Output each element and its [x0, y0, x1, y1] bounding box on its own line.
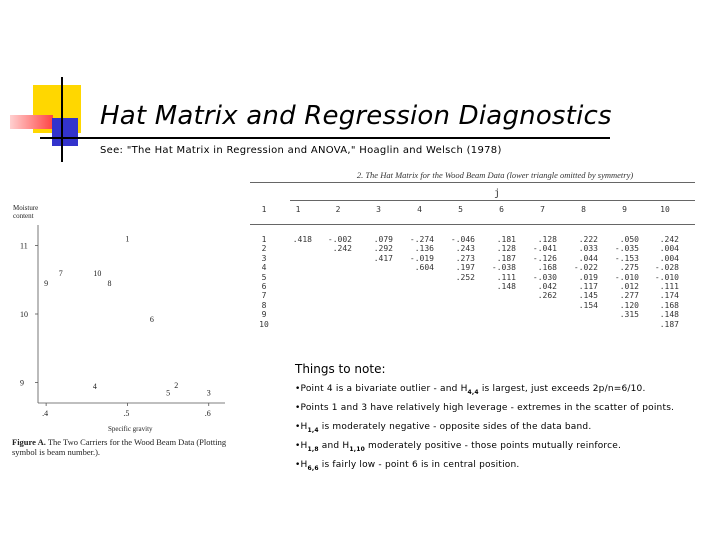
matrix-cell [399, 310, 440, 319]
x-tick-label: .5 [123, 409, 130, 418]
matrix-cell [604, 320, 645, 329]
matrix-cell: .292 [373, 244, 393, 254]
matrix-cell: .154 [578, 300, 598, 310]
matrix-cell [522, 301, 563, 310]
deco-vertical-line [61, 77, 63, 162]
matrix-cell: .181 [496, 235, 516, 244]
header-cell-10: 10 [660, 205, 670, 214]
matrix-cell: .262 [537, 291, 557, 301]
axis-ticks [20, 242, 211, 418]
note-item: •Point 4 is a bivariate outlier - and $H_{4,4}$ is largest, just exceeds 2p/n=6/10. [295, 384, 646, 396]
matrix-cell: -.028 [654, 263, 679, 273]
matrix-cell [358, 320, 399, 329]
table-row [250, 301, 685, 310]
matrix-cell [563, 320, 604, 329]
matrix-cell: .168 [537, 263, 557, 273]
table-row [250, 263, 685, 272]
row-label: 1 [261, 235, 267, 244]
matrix-cell: .117 [578, 282, 598, 292]
matrix-cell [318, 282, 358, 291]
table-row [250, 282, 685, 291]
matrix-cell [440, 320, 481, 329]
deco-red-square [10, 115, 53, 129]
row-label: 10 [259, 319, 269, 329]
matrix-cell: -.274 [409, 235, 434, 244]
matrix-cell [358, 291, 399, 300]
matrix-cell: .145 [578, 291, 598, 301]
header-cell-9: 9 [622, 205, 627, 214]
figure-caption-text: The Two Carriers for the Wood Beam Data (Plotting symbol is beam number.). [12, 437, 227, 457]
note-item: $•H_{6,6}$ is fairly low - point 6 is in central position. [295, 460, 520, 472]
table-rule-top [250, 182, 695, 183]
matrix-cell: .004 [659, 244, 679, 254]
matrix-cell [318, 263, 358, 272]
hat-matrix-body [250, 235, 685, 329]
data-point-1: 1 [125, 234, 130, 244]
matrix-cell: .242 [659, 235, 679, 244]
matrix-cell [278, 244, 318, 253]
row-label: 9 [261, 310, 267, 320]
matrix-cell [440, 282, 481, 291]
matrix-cell: .111 [496, 272, 516, 282]
matrix-cell: .222 [578, 235, 598, 244]
matrix-cell [318, 310, 358, 319]
matrix-cell [522, 320, 563, 329]
matrix-cell [318, 320, 358, 329]
matrix-cell: .174 [659, 291, 679, 301]
page-title: Hat Matrix and Regression Diagnostics [100, 101, 612, 131]
row-label: 2 [261, 244, 267, 254]
matrix-cell [481, 320, 522, 329]
header-cell-7: 7 [540, 205, 545, 214]
matrix-cell: -.041 [532, 244, 557, 254]
matrix-cell: .136 [414, 244, 434, 254]
x-tick-label: .6 [204, 409, 211, 418]
header-cell-1: 1 [295, 205, 301, 214]
matrix-cell [399, 273, 440, 282]
matrix-cell: .275 [619, 263, 639, 273]
hat-matrix-table [250, 205, 685, 329]
row-label: 6 [261, 282, 267, 292]
page-subtitle: See: "The Hat Matrix in Regression and ANOVA," Hoaglin and Welsch (1978) [100, 145, 502, 156]
matrix-cell [358, 301, 399, 310]
matrix-cell: .417 [373, 253, 393, 263]
row-label: 7 [261, 291, 267, 301]
matrix-cell [278, 282, 318, 291]
y-tick-label: 10 [20, 310, 28, 319]
matrix-cell: .079 [373, 235, 393, 244]
matrix-cell [563, 310, 604, 319]
matrix-cell [440, 301, 481, 310]
y-tick-label: 11 [20, 241, 28, 251]
matrix-cell: -.002 [327, 235, 352, 244]
matrix-cell: .128 [537, 235, 557, 244]
header-cell-4: 4 [417, 205, 422, 214]
matrix-cell: -.010 [614, 272, 639, 282]
header-cell-3: 3 [376, 205, 381, 214]
matrix-cell: -.019 [409, 253, 434, 263]
matrix-cell [358, 310, 399, 319]
matrix-cell: .315 [619, 310, 639, 320]
table-row [250, 244, 685, 253]
table-row [250, 310, 685, 319]
matrix-cell [522, 310, 563, 319]
row-label: 5 [261, 272, 267, 282]
matrix-cell: .128 [496, 244, 516, 254]
data-point-7: 7 [58, 268, 63, 278]
matrix-cell: .252 [455, 272, 475, 282]
deco-blue-square [52, 118, 78, 146]
table-title: 2. The Hat Matrix for the Wood Beam Data (lower triangle omitted by symmetry) [356, 170, 634, 180]
title-divider [40, 137, 610, 139]
notes-heading: Things to note: [295, 362, 386, 376]
matrix-cell: .168 [659, 300, 679, 310]
matrix-cell [278, 273, 318, 282]
scatter-plot [0, 195, 250, 460]
table-j-label: j [494, 188, 501, 199]
matrix-cell: .187 [659, 319, 679, 329]
matrix-cell [358, 263, 399, 272]
matrix-cell [278, 291, 318, 300]
table-row [250, 291, 685, 300]
notes-list [295, 384, 674, 479]
x-tick-label: .4 [42, 409, 49, 418]
matrix-cell: -.126 [532, 253, 557, 263]
matrix-cell [318, 273, 358, 282]
matrix-cell: .604 [414, 263, 434, 273]
data-point-8: 8 [107, 279, 112, 289]
matrix-cell: -.022 [573, 263, 598, 273]
note-item: •Points 1 and 3 have relatively high leverage - extremes in the scatter of points. [295, 403, 675, 413]
matrix-cell: .004 [659, 253, 679, 263]
matrix-cell [481, 291, 522, 300]
header-cell-row: 1 [261, 205, 267, 214]
matrix-cell [399, 282, 440, 291]
matrix-cell [358, 273, 399, 282]
matrix-cell: .197 [455, 263, 475, 273]
row-label: 3 [261, 253, 267, 263]
matrix-cell: -.038 [491, 263, 516, 273]
y-axis-label-line1: Moisture [13, 204, 39, 212]
header-cell-8: 8 [581, 205, 586, 214]
matrix-cell: -.030 [532, 272, 557, 282]
matrix-cell [399, 320, 440, 329]
matrix-cell [318, 291, 358, 300]
matrix-cell [278, 254, 318, 263]
matrix-cell [481, 310, 522, 319]
data-point-6: 6 [149, 314, 154, 324]
matrix-cell: .050 [619, 235, 639, 244]
matrix-cell [440, 310, 481, 319]
matrix-cell [278, 310, 318, 319]
matrix-cell: .148 [496, 282, 516, 292]
data-points [44, 235, 211, 398]
matrix-cell: -.035 [614, 244, 639, 254]
matrix-cell [278, 301, 318, 310]
x-axis-label: Specific gravity [108, 425, 153, 433]
matrix-cell: -.010 [654, 272, 679, 282]
matrix-cell [399, 301, 440, 310]
data-point-5: 5 [166, 388, 171, 398]
matrix-cell: .012 [619, 282, 639, 292]
data-point-10: 10 [93, 268, 102, 278]
matrix-cell: .242 [332, 244, 352, 254]
matrix-cell: -.153 [614, 253, 639, 263]
y-axis-label-line2: content [13, 212, 34, 220]
matrix-cell: -.046 [450, 235, 475, 244]
matrix-cell [278, 320, 318, 329]
table-row [250, 320, 685, 329]
table-row [250, 254, 685, 263]
y-tick-label: 9 [20, 378, 24, 388]
note-item: $•H_{1,8}$ and $H_{1,10}$ moderately positive - those points mutually reinforce. [295, 441, 622, 453]
matrix-cell: .042 [537, 282, 557, 292]
matrix-cell: .120 [619, 300, 639, 310]
matrix-cell [318, 301, 358, 310]
table-row [250, 235, 685, 244]
matrix-cell: .243 [455, 244, 475, 254]
matrix-cell [318, 254, 358, 263]
data-point-2: 2 [174, 381, 179, 391]
data-point-4: 4 [92, 381, 97, 391]
table-row [250, 273, 685, 282]
data-point-3: 3 [206, 388, 211, 398]
header-cell-6: 6 [499, 205, 504, 214]
table-header-row [250, 205, 685, 223]
header-cell-2: 2 [335, 205, 341, 214]
row-label: 4 [261, 263, 267, 273]
data-point-9: 9 [44, 279, 49, 289]
matrix-cell: .044 [578, 253, 598, 263]
table-rule-j [290, 200, 695, 201]
matrix-cell [278, 263, 318, 272]
matrix-cell: .111 [659, 282, 679, 292]
figure-caption-label: Figure A. [12, 437, 46, 447]
matrix-cell: .277 [619, 291, 639, 301]
matrix-cell: .187 [496, 253, 516, 263]
header-cell-5: 5 [458, 205, 463, 214]
matrix-cell: .273 [455, 253, 475, 263]
note-item: $•H_{1,4}$ is moderately negative - opposite sides of the data band. [295, 422, 592, 434]
matrix-cell: .019 [578, 272, 598, 282]
matrix-cell [481, 301, 522, 310]
matrix-cell [358, 282, 399, 291]
row-label: 8 [261, 300, 267, 310]
matrix-cell: .033 [578, 244, 598, 254]
matrix-cell [440, 291, 481, 300]
matrix-cell [399, 291, 440, 300]
matrix-cell: .148 [659, 310, 679, 320]
figure-caption [12, 437, 242, 457]
matrix-cell: .418 [292, 235, 312, 244]
